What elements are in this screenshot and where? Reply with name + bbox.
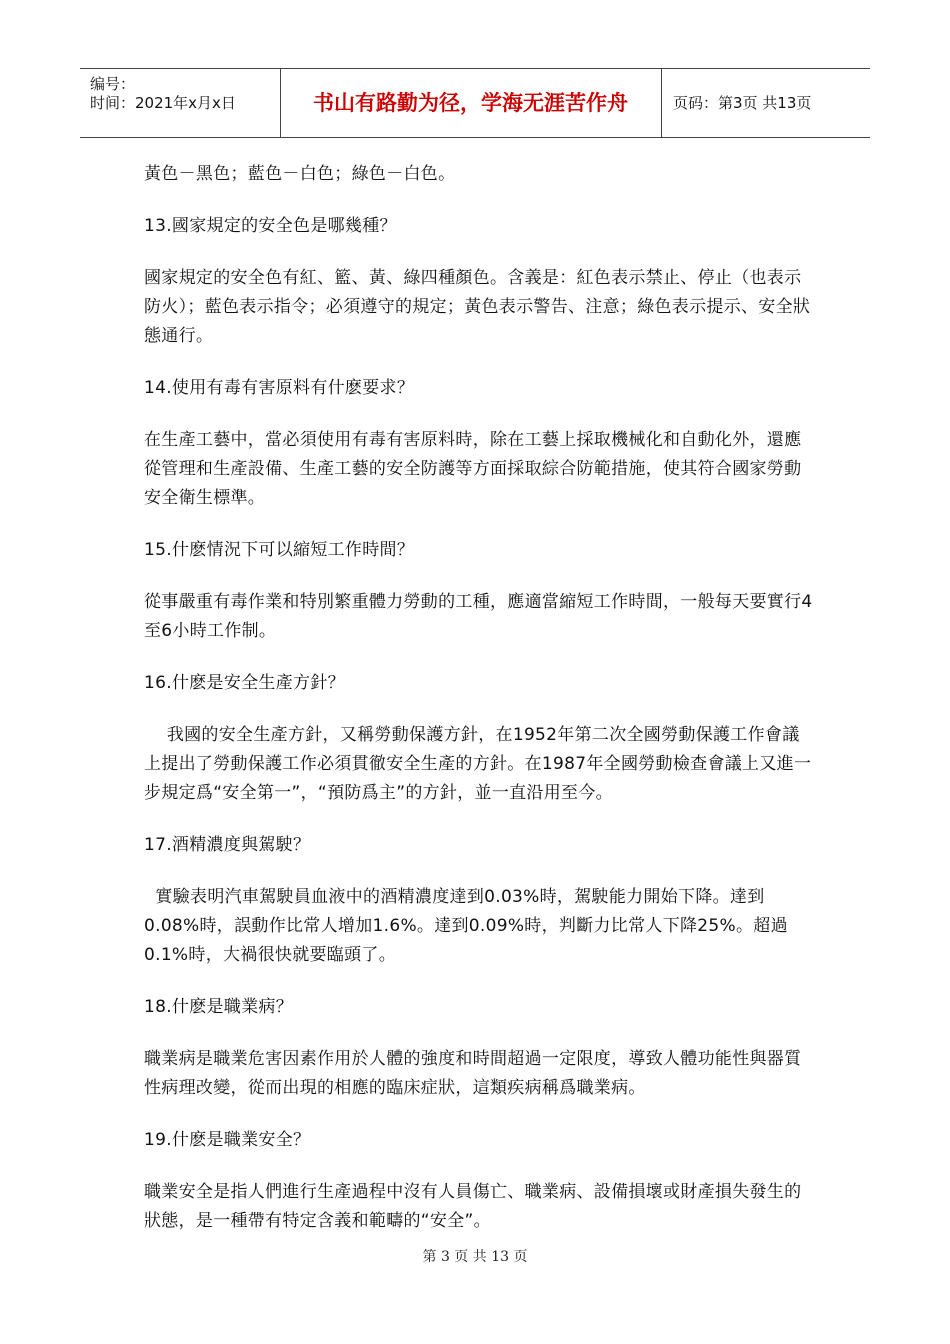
- paragraph: 我國的安全生產方針，又稱勞動保護方針，在1952年第二次全國勞動保護工作會議上提出了勞動保護工作必須貫徹安全生產的方針。在1987年全國勞動檢查會議上又進一步規定爲“安全第一”，“預防爲主”的方針，並一直沿用至今。: [144, 725, 812, 803]
- document-body: [144, 160, 814, 1259]
- paragraph: 在生產工藝中，當必須使用有毒有害原料時，除在工藝上採取機械化和自動化外，還應從管理和生產設備、生產工藝的安全防護等方面採取綜合防範措施，使其符合國家勞動安全衛生標準。: [144, 430, 802, 508]
- question-heading: 13.國家規定的安全色是哪幾種？: [144, 216, 397, 236]
- paragraph: 職業安全是指人們進行生產過程中沒有人員傷亡、職業病、設備損壞或財產損失發生的狀態，是一種帶有特定含義和範疇的“安全”。: [144, 1182, 802, 1231]
- document-header: [80, 68, 870, 138]
- question-heading: 14.使用有毒有害原料有什麽要求？: [144, 378, 415, 398]
- paragraph: 職業病是職業危害因素作用於人體的強度和時間超過一定限度，導致人體功能性與器質性病理改變，從而出現的相應的臨床症狀，這類疾病稱爲職業病。: [144, 1049, 802, 1098]
- time-label: 时间：2021年x月x日: [90, 94, 236, 112]
- paragraph: 從事嚴重有毒作業和特別繁重體力勞動的工種，應適當縮短工作時間，一般每天要實行4至6小時工作制。: [144, 592, 813, 641]
- paragraph: 實驗表明汽車駕駛員血液中的酒精濃度達到0.03%時，駕駛能力開始下降。達到0.08%時，誤動作比常人增加1.6%。達到0.09%時，判斷力比常人下降25%。超過0.1%時，大禍很快就要臨頭了。: [144, 887, 788, 965]
- paragraph: 國家規定的安全色有紅、籃、黃、綠四種顏色。含義是：紅色表示禁止、停止（也表示防火）；藍色表示指令；必須遵守的規定；黃色表示警告、注意；綠色表示提示、安全狀態通行。: [144, 268, 811, 346]
- header-meta-cell: [80, 69, 281, 137]
- question-heading: 18.什麽是職業病？: [144, 997, 294, 1017]
- question-heading: 19.什麽是職業安全？: [144, 1130, 311, 1150]
- header-motto: 书山有路勤为径，学海无涯苦作舟: [280, 69, 662, 137]
- question-heading: 16.什麽是安全生產方針？: [144, 673, 345, 693]
- page-footer: 第 3 页 共 13 页: [422, 1249, 528, 1265]
- question-heading: 15.什麽情況下可以縮短工作時間？: [144, 540, 415, 560]
- serial-label: 编号：: [90, 75, 136, 93]
- header-page-label: 页码：第3页 共13页: [673, 94, 812, 112]
- question-heading: 17.酒精濃度與駕駛？: [144, 835, 311, 855]
- paragraph: 黃色－黑色；藍色－白色；綠色－白色。: [144, 164, 456, 184]
